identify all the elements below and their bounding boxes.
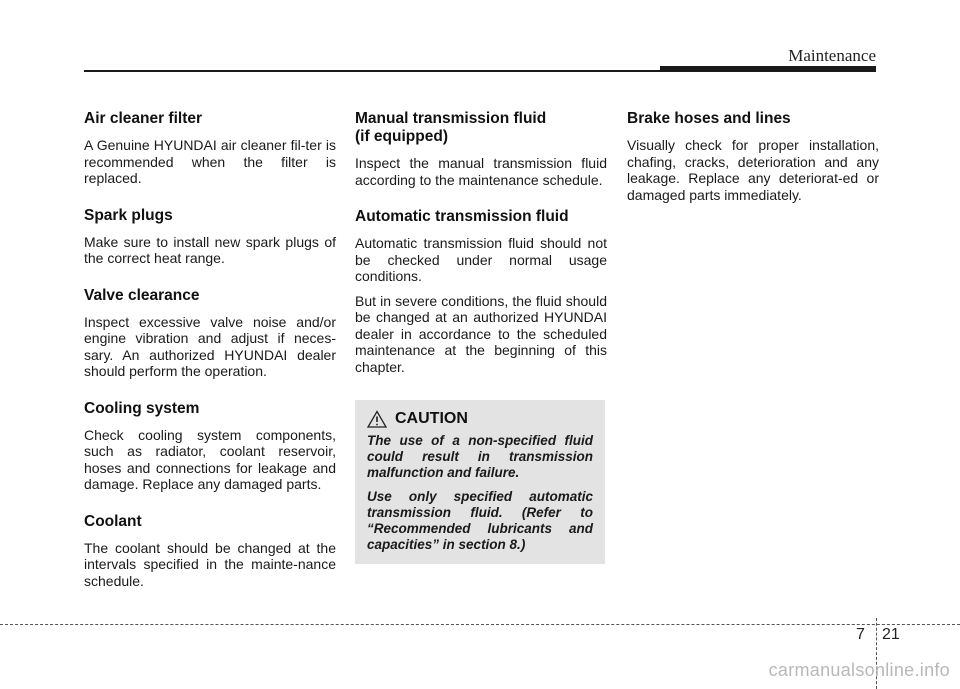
header-rule <box>84 70 660 72</box>
coolant-heading: Coolant <box>84 512 142 530</box>
chapter-number: 7 <box>856 626 865 643</box>
column-left <box>84 110 336 609</box>
brake-hoses-heading: Brake hoses and lines <box>627 110 791 127</box>
caution-box <box>355 400 605 564</box>
manual-transmission-heading-line1: Manual transmission fluid <box>355 110 547 127</box>
caution-text-2: Use only specified automatic transmission fluid. (Refer to “Recommended lubricants and capacities” in section 8.) <box>367 489 593 552</box>
section-header-title: Maintenance <box>788 46 876 65</box>
automatic-transmission-text-1: Automatic transmission fluid should not be checked under normal usage conditions. <box>355 235 607 284</box>
spark-plugs-text: Make sure to install new spark plugs of the correct heat range. <box>84 233 336 266</box>
caution-body <box>367 433 593 561</box>
brake-hoses-text: Visually check for proper installation, chafing, cracks, deterioration and any leakage. Replace any deteriorat-ed or damaged parts immediately. <box>627 137 879 203</box>
caution-header <box>367 410 468 428</box>
spark-plugs-heading: Spark plugs <box>84 206 173 224</box>
header-bar <box>660 66 876 72</box>
manual-transmission-heading-line2: (if equipped) <box>355 128 448 145</box>
coolant-text: The coolant should be changed at the intervals specified in the mainte-nance schedule. <box>84 539 336 589</box>
air-cleaner-heading: Air cleaner filter <box>84 110 203 127</box>
manual-transmission-heading <box>355 110 607 146</box>
page-number: 21 <box>882 626 900 643</box>
valve-clearance-heading: Valve clearance <box>84 286 200 304</box>
caution-text-1: The use of a non-specified fluid could result in transmission malfunction and failure. <box>367 433 593 480</box>
caution-title: CAUTION <box>395 410 468 427</box>
cooling-system-text: Check cooling system components, such as radiator, coolant reservoir, hoses and connections for leakage and damage. Replace any damaged parts. <box>84 426 336 492</box>
automatic-transmission-heading: Automatic transmission fluid <box>355 208 569 225</box>
manual-transmission-text: Inspect the manual transmission fluid according to the maintenance schedule. <box>355 155 607 188</box>
column-right <box>627 110 879 223</box>
valve-clearance-text: Inspect excessive valve noise and/or engine vibration and adjust if neces-sary. An authorized HYUNDAI dealer should perform the operation. <box>84 313 336 379</box>
air-cleaner-text: A Genuine HYUNDAI air cleaner fil-ter is recommended when the filter is replaced. <box>84 137 336 186</box>
automatic-transmission-text-2: But in severe conditions, the fluid should be changed at an authorized HYUNDAI dealer in accordance to the scheduled maintenance at the beginning of this chapter. <box>355 292 607 375</box>
watermark: carmanualsonline.info <box>768 660 950 680</box>
cooling-system-heading: Cooling system <box>84 399 200 417</box>
footer-rule <box>0 624 960 625</box>
column-middle <box>355 110 607 395</box>
warning-triangle-icon <box>367 410 387 428</box>
